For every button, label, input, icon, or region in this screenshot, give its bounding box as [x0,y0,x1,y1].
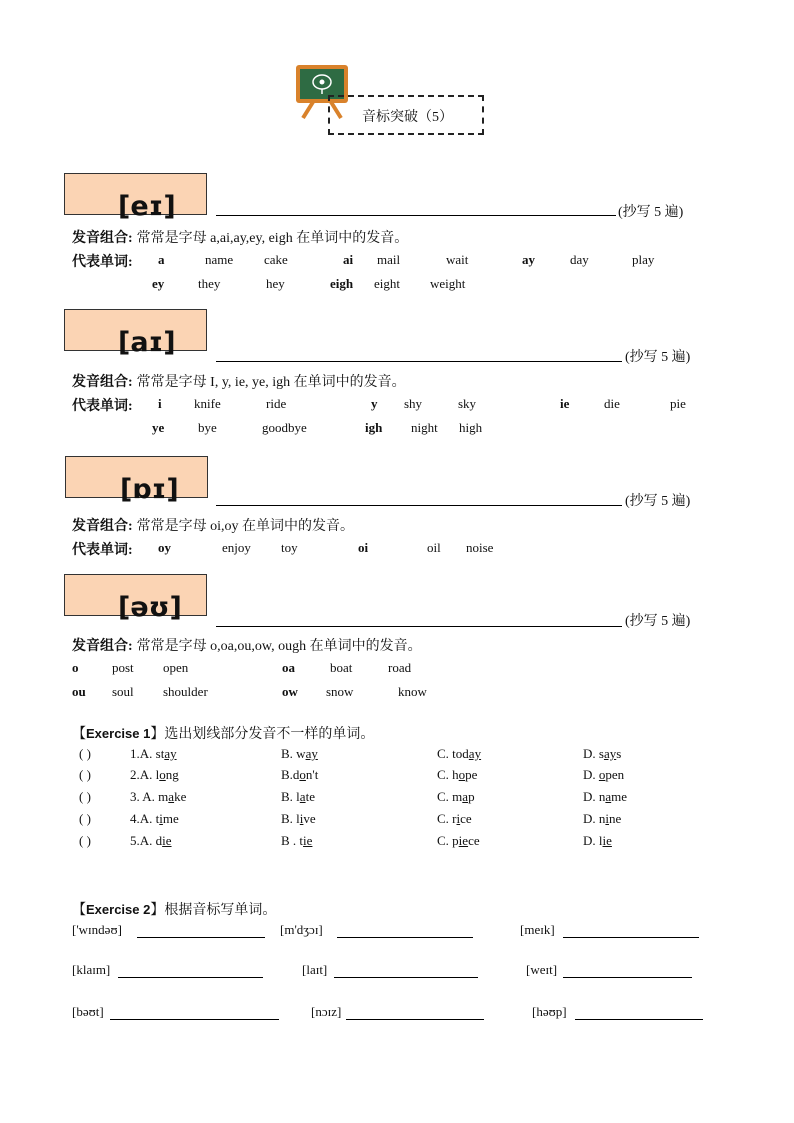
question-a: 4.A. time [130,811,179,826]
word: knife [194,396,221,411]
word: oy [158,540,171,555]
word: eight [374,276,400,291]
copy-note: (抄写 5 遍) [618,205,684,220]
combo-text: 常常是字母 o,oa,ou,ow, ough 在单词中的发音。 [136,639,422,654]
phonetic-symbol: [əʊ] [118,592,182,623]
combo-line [72,227,408,247]
page-title: 音标突破（5） [362,110,453,125]
combo-text: 常常是字母 oi,oy 在单词中的发音。 [136,519,355,534]
word: cake [264,252,288,267]
word: noise [466,540,494,555]
word: i [158,396,162,411]
word: open [163,660,189,675]
answer-paren[interactable]: ( ) [79,746,91,761]
phonetic-prompt: [nɔɪz] [311,1004,342,1019]
word: enjoy [222,540,251,555]
word: toy [281,540,298,555]
option-b: B.don't [281,767,319,782]
option-d: D. lie [583,833,612,848]
phonetic-prompt: [həʊp] [532,1004,567,1019]
answer-line[interactable] [563,977,692,978]
word: die [604,396,620,411]
word: oil [427,540,441,555]
word: mail [377,252,401,267]
option-b: B. way [281,746,318,761]
copy-note: (抄写 5 遍) [625,494,691,509]
option-c: C. today [437,746,482,761]
word: post [112,660,134,675]
word: ride [266,396,287,411]
phonetic-symbol: [eɪ] [118,191,176,222]
answer-line[interactable] [346,1019,484,1020]
option-c: C. rice [437,811,472,826]
word: wait [446,252,469,267]
bracket: 】 [150,727,165,742]
answer-line[interactable] [137,937,265,938]
combo-text: 常常是字母 a,ai,ay,ey, eigh 在单词中的发音。 [136,231,409,246]
word: bye [198,420,217,435]
word: weight [430,276,466,291]
word: ai [343,252,354,267]
word: they [198,276,221,291]
phonetic-prompt: [meɪk] [520,922,555,937]
word: y [371,396,378,411]
option-d: D. nine [583,811,622,826]
phonetic-prompt: [weɪt] [526,962,558,977]
combo-label: 发音组合: [72,375,133,390]
phonetic-prompt: [bəʊt] [72,1004,104,1019]
combo-label: 发音组合: [72,519,133,534]
rep-label: 代表单词: [72,543,133,558]
answer-paren[interactable]: ( ) [79,789,91,804]
word: soul [112,684,134,699]
word: a [158,252,165,267]
word: play [632,252,655,267]
copy-line[interactable] [216,361,622,362]
answer-line[interactable] [334,977,478,978]
word: oa [282,660,295,675]
answer-paren[interactable]: ( ) [79,767,91,782]
question-a: 5.A. die [130,833,172,848]
answer-paren[interactable]: ( ) [79,833,91,848]
word: sky [458,396,477,411]
exercise-label: Exercise 2 [86,902,151,917]
answer-line[interactable] [563,937,699,938]
rep-label: 代表单词: [72,255,133,270]
copy-note: (抄写 5 遍) [625,350,691,365]
word: o [72,660,79,675]
question-a: 3. A. make [130,789,187,804]
question-a: 1.A. stay [130,746,177,761]
option-c: C. hope [437,767,478,782]
word: ay [522,252,535,267]
word: igh [365,420,383,435]
answer-line[interactable] [575,1019,703,1020]
word: boat [330,660,353,675]
phonetic-prompt: [m'dʒɔɪ] [280,922,323,937]
bracket: 【 [72,727,86,742]
answer-line[interactable] [110,1019,279,1020]
phonetic-prompt: [klaɪm] [72,962,111,977]
word: shy [404,396,423,411]
combo-line [72,635,422,655]
option-b: B . tie [281,833,313,848]
option-d: D. open [583,767,625,782]
word: goodbye [262,420,307,435]
word: road [388,660,412,675]
word: know [398,684,427,699]
rep-label: 代表单词: [72,399,133,414]
phonetic-symbol: [aɪ] [118,327,176,358]
option-b: B. late [281,789,315,804]
word: ou [72,684,86,699]
answer-paren[interactable]: ( ) [79,811,91,826]
answer-line[interactable] [118,977,263,978]
combo-line [72,371,406,391]
phonetic-prompt: ['wɪndəʊ] [72,922,122,937]
exercise-label: Exercise 1 [86,726,151,741]
option-c: C. piece [437,833,480,848]
word: day [570,252,589,267]
phonetic-symbol: [ɒɪ] [120,474,179,505]
option-d: D. name [583,789,628,804]
exercise2-heading [72,899,276,919]
exercise1-heading [72,723,374,743]
combo-text: 常常是字母 I, y, ie, ye, igh 在单词中的发音。 [136,375,406,390]
copy-note: (抄写 5 遍) [625,614,691,629]
word: ey [152,276,165,291]
phonetic-prompt: [laɪt] [302,962,328,977]
option-d: D. says [583,746,622,761]
word: name [205,252,234,267]
option-c: C. map [437,789,475,804]
bracket: 】 [150,903,165,918]
word: oi [358,540,369,555]
word: ow [282,684,298,699]
answer-line[interactable] [337,937,473,938]
combo-label: 发音组合: [72,639,133,654]
copy-line[interactable] [216,505,622,506]
bracket: 【 [72,903,86,918]
word: hey [266,276,285,291]
combo-line [72,515,354,535]
word: ye [152,420,165,435]
word: night [411,420,438,435]
word: high [459,420,483,435]
word: snow [326,684,354,699]
word: shoulder [163,684,208,699]
option-b: B. live [281,811,316,826]
word: eigh [330,276,354,291]
word: ie [560,396,570,411]
word: pie [670,396,686,411]
question-a: 2.A. long [130,767,179,782]
exercise-instruction: 根据音标写单词。 [164,903,277,918]
combo-label: 发音组合: [72,231,133,246]
exercise-instruction: 选出划线部分发音不一样的单词。 [164,727,375,742]
copy-line[interactable] [216,626,622,627]
copy-line[interactable] [216,215,616,216]
